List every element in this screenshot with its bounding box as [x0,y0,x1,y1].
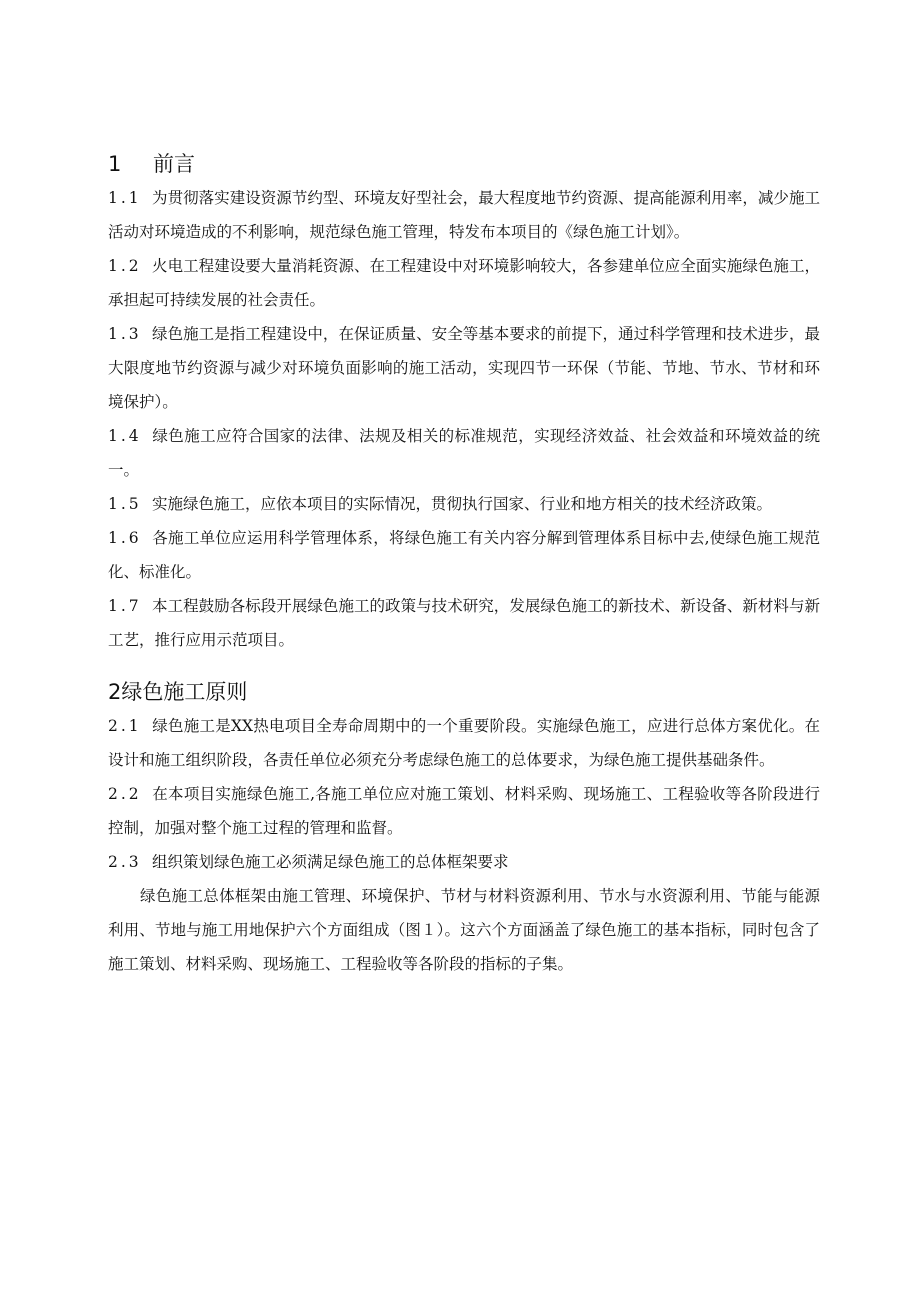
clause-number: 1.2 [108,257,142,275]
framework-paragraph: 绿色施工总体框架由施工管理、环境保护、节材与材料资源利用、节水与水资源利用、节能与能源利用、节地与施工用地保护六个方面组成（图１）。这六个方面涵盖了绿色施工的基本指标，同时包含了施工策划、材料采购、现场施工、工程验收等各阶段的指标的子集。 [108,887,820,973]
clause-2-1 [108,709,820,777]
clause-text: 本工程鼓励各标段开展绿色施工的政策与技术研究，发展绿色施工的新技术、新设备、新材料与新工艺，推行应用示范项目。 [108,597,820,649]
clause-1-4 [108,419,820,487]
clause-text: 组织策划绿色施工必须满足绿色施工的总体框架要求 [152,853,509,871]
clause-1-2 [108,249,820,317]
clause-number: 2.3 [108,853,142,871]
clause-text: 为贯彻落实建设资源节约型、环境友好型社会，最大程度地节约资源、提高能源利用率，减少施工活动对环境造成的不利影响，规范绿色施工管理，特发布本项目的《绿色施工计划》。 [108,189,820,241]
clause-number: 1.6 [108,529,142,547]
clause-1-7 [108,589,820,657]
clause-number: 1.1 [108,189,142,207]
section-2-title: 绿色施工原则 [121,680,248,704]
clause-text: 实施绿色施工，应依本项目的实际情况，贯彻执行国家、行业和地方相关的技术经济政策。 [152,495,773,513]
clause-text: 在本项目实施绿色施工,各施工单位应对施工策划、材料采购、现场施工、工程验收等各阶段进行控制，加强对整个施工过程的管理和监督。 [108,785,820,837]
section-1-heading [108,147,820,181]
clause-text: 绿色施工应符合国家的法律、法规及相关的标准规范，实现经济效益、社会效益和环境效益的统一。 [108,427,820,479]
clause-2-3 [108,845,820,879]
section-1-number: 1 [108,152,122,176]
section-2-heading [108,675,820,709]
clause-1-5 [108,487,820,521]
document-body [108,147,820,981]
clause-1-6 [108,521,820,589]
clause-number: 1.4 [108,427,142,445]
clause-1-1 [108,181,820,249]
section-2-number: 2 [108,680,122,704]
clause-number: 2.1 [108,717,142,735]
clause-text: 绿色施工是XX热电项目全寿命周期中的一个重要阶段。实施绿色施工，应进行总体方案优化。在设计和施工组织阶段，各责任单位必须充分考虑绿色施工的总体要求，为绿色施工提供基础条件。 [108,717,820,769]
clause-number: 1.7 [108,597,142,615]
clause-1-3 [108,317,820,419]
clause-number: 1.3 [108,325,142,343]
clause-number: 1.5 [108,495,142,513]
clause-text: 火电工程建设要大量消耗资源、在工程建设中对环境影响较大，各参建单位应全面实施绿色施工，承担起可持续发展的社会责任。 [108,257,820,309]
section-1-title: 前言 [153,152,195,176]
clause-text: 绿色施工是指工程建设中，在保证质量、安全等基本要求的前提下，通过科学管理和技术进步，最大限度地节约资源与减少对环境负面影响的施工活动，实现四节一环保（节能、节地、节水、节材和环境保护）。 [108,325,820,411]
clause-number: 2.2 [108,785,142,803]
clause-2-2 [108,777,820,845]
clause-text: 各施工单位应运用科学管理体系，将绿色施工有关内容分解到管理体系目标中去,使绿色施工规范化、标准化。 [108,529,820,581]
